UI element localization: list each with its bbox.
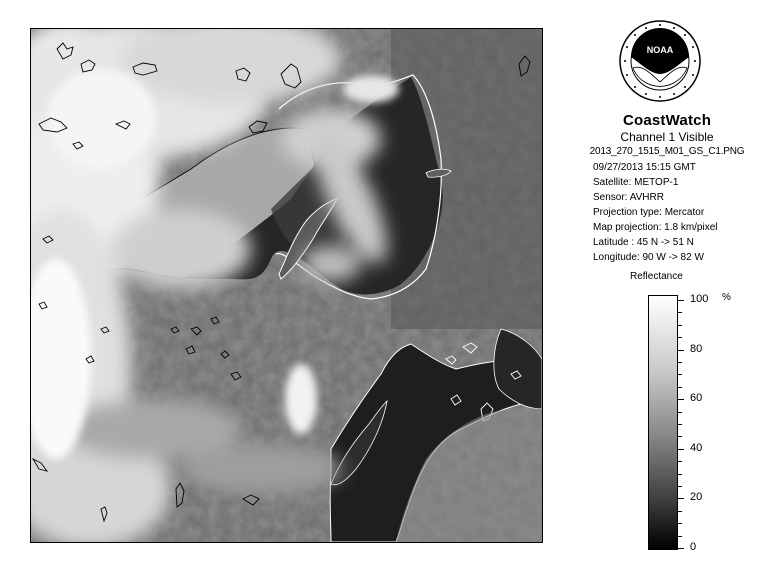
noaa-emblem	[619, 20, 701, 102]
scale-minor-tick	[678, 362, 682, 363]
satellite-image	[31, 29, 542, 542]
scale-tick-label: 0	[690, 541, 697, 553]
scale-tick-label: 60	[690, 392, 703, 405]
scale-tick-label: 40	[690, 441, 703, 454]
channel-label: Channel 1 Visible	[620, 130, 714, 144]
scale-minor-tick	[678, 461, 682, 462]
projection-type: Projection type: Mercator	[593, 207, 705, 218]
scale-title: Reflectance	[630, 271, 683, 282]
scale-minor-tick	[678, 312, 682, 313]
scale-minor-tick	[678, 412, 682, 413]
file-name: 2013_270_1515_M01_GS_C1.PNG	[589, 146, 745, 157]
reflectance-colorbar	[648, 295, 678, 550]
scale-minor-tick	[678, 511, 682, 512]
scale-minor-tick	[678, 523, 682, 524]
scale-tick-label: 20	[690, 491, 703, 504]
scale-tick	[678, 498, 684, 499]
date-time: 09/27/2013 15:15 GMT	[593, 162, 696, 173]
latitude-range: Latitude : 45 N -> 51 N	[593, 237, 694, 248]
scale-unit: %	[722, 292, 731, 303]
noaa-logo-text: NOAA	[646, 45, 674, 55]
map-projection: Map projection: 1.8 km/pixel	[593, 222, 718, 233]
longitude-range: Longitude: 90 W -> 82 W	[593, 252, 704, 263]
scale-tick	[678, 449, 684, 450]
scale-tick	[678, 350, 684, 351]
noaa-logo	[619, 20, 701, 102]
scale-tick	[678, 399, 684, 400]
scale-minor-tick	[678, 325, 682, 326]
scale-minor-tick	[678, 374, 682, 375]
scale-minor-tick	[678, 536, 682, 537]
satellite-map	[30, 28, 543, 543]
scale-minor-tick	[678, 424, 682, 425]
scale-tick	[678, 548, 684, 549]
scale-tick	[678, 300, 684, 301]
scale-minor-tick	[678, 387, 682, 388]
scale-tick-label: 100	[690, 293, 709, 305]
scale-minor-tick	[678, 486, 682, 487]
scale-tick-label: 80	[690, 342, 703, 355]
scale-minor-tick	[678, 474, 682, 475]
scale-minor-tick	[678, 337, 682, 338]
scale-minor-tick	[678, 436, 682, 437]
product-title: CoastWatch	[622, 112, 712, 129]
satellite-name: Satellite: METOP-1	[593, 177, 679, 188]
sensor-name: Sensor: AVHRR	[593, 192, 664, 203]
